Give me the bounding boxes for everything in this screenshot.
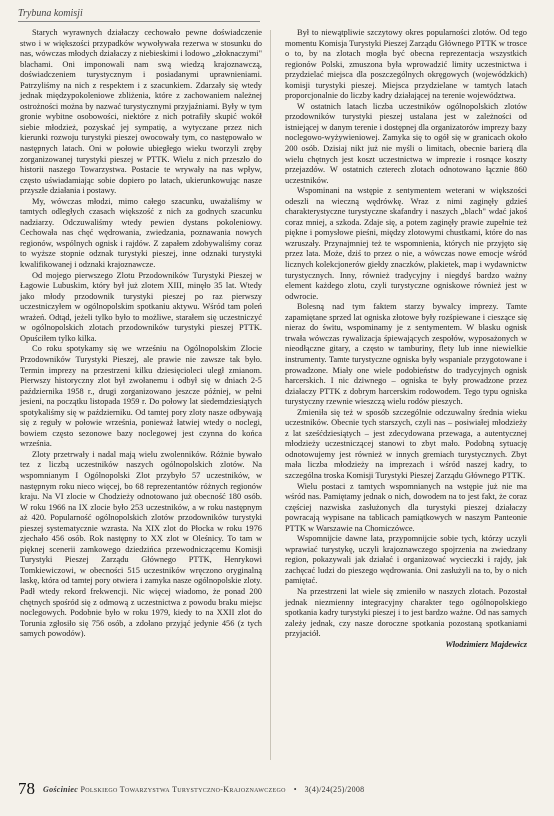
- paragraph: Zmieniła się też w sposób szczególnie odczuwalny średnia wieku uczestników. Obecnie tych starszych, czyli nas – posiwiałej młodzieży z lat sześćdziesiątych – jest zdecydowana przewaga, a autentycznej młodzieży uczestniczącej stanowi to zbyt mało. Podobną sytuację odnotowujemy jest również w innych gremiach turystycznych. Zbyt mała liczba młodzieży na imprezach i wśród naszej kadry, to szczególna troska Komisji Turystyki Pieszej Zarządu Głównego PTTK.: [285, 407, 527, 480]
- paragraph: Był to niewątpliwie szczytowy okres popularności zlotów. Od tego momentu Komisja Turystyki Pieszej Zarządu Głównego PTTK w trosce o to, by na zlotach mogła być obecna reprezentacja wszystkich regionów Polski, zmuszona była wprowadzić limity uczestnictwa i przydzielać miejsca dla poszczególnych okręgowych (wojewódzkich) komisji turystyki pieszej. Miejsca przydzielane w tamtych latach proporcjonalnie do liczby kadry działającej na terenie województwa.: [285, 28, 527, 101]
- right-column: [285, 28, 527, 650]
- footer-brand: Gościniec: [43, 784, 79, 794]
- page-number: 78: [18, 779, 35, 798]
- paragraph: My, wówczas młodzi, mimo całego szacunku, uważaliśmy w tamtych odległych czasach większość z nich za godnych szacunku nadziarzy. Odczuwaliśmy wtedy pewien dystans pokoleniowy. Cechowała nas chęć wędrowania, zwiedzania, poznawania nowych regionów, wspólnych ognisk i rajdów. Z zapałem zdobywaliśmy coraz to wyższe stopnie odznak turystyki pieszej, inne odznaki turystyki kwalifikowanej i odznaki krajoznawcze.: [20, 196, 262, 270]
- page-footer: [18, 779, 538, 799]
- footer-publication: [43, 785, 286, 794]
- author-signature: Włodzimierz Majdewicz: [445, 639, 527, 649]
- column-divider: [270, 30, 271, 760]
- paragraph: W ostatnich latach liczba uczestników ogólnopolskich zlotów przodowników turystyki pieszej ustalana jest w zależności od istniejącej w danym terenie i dostępnej dla organizatorów imprezy bazy noclegowo-wyżywieniowej. Zamyka się to ogół się w granicach około 200 osób. Dzisiaj nikt już nie myśli o limitach, obecnie barierą dla wielu chętnych jest koszt uczestnictwa w imprezie i rosnące koszty przejazdów. W ostatnich czterech zlotach odnotowano łącznie 860 uczestników.: [285, 101, 527, 185]
- paragraph: Wspomnijcie dawne lata, przypomnijcie sobie tych, którzy uczyli wprawiać turystykę, uczyli krajoznawczego spojrzenia na zwiedzany region, pokazywali jak działać i organizować wycieczki i rajdy, jak zachęcać ludzi do pieszego wędrowania. Oni zasłużyli na to, by o nich pamiętać.: [285, 534, 527, 586]
- footer-issue: 3(4)/24(25)/2008: [304, 784, 365, 794]
- paragraph: Co roku spotykamy się we wrześniu na Ogólnopolskim Zlocie Przodowników Turystyki Pieszej, ale prawie nie zawsze tak było. Termin imprezy na przestrzeni kilku dziesięcioleci uległ zmianom. Pierwszy historyczny zlot był zwołanemu i odbył się w dniach 2-5 października 1958 r., drugi zorganizowano jeszcze później, w pełni jesieni, na początku listopada 1959 r. Do połowy lat siedemdziesiątych spotykaliśmy się w październiku. Od tamtej pory zloty nasze odbywają się z reguły w połowie września, ponieważ łatwiej wtedy o noclegi, bowiem często sezonowe bazy noclegowej jest czynna do końca września.: [20, 344, 262, 449]
- footer-publisher: Polskiego Towarzystwa Turystyczno-Krajoznawczego: [80, 784, 286, 794]
- paragraph: Starych wyrawnych działaczy cechowało pewne doświadczenie stwo i w większości przypadków wywoływała rezerwa w stosunku do nas, wówczas młodych działaczy z niebieskimi i lodowo „złoknaczymi" blachami. Oni imponowali nam swą wiedzą krajoznawczą, doświadczeniem turystycznym i posiadanymi uprawnieniami. Patrzyliśmy na nich z respektem i z szacunkiem. Zdarzały się wtedy jednak międzypokoleniowe zbliżenia, które z zachowaniem należnej ostrożności można by nazwać turystycznymi przyjaźniami. Były w tym gronie wybitne osobowości, niektóre z nich potrafiły skupić wokół siebie młodzież, pozyskać jej sympatię, a wytyczane przez nich kierunki rozwoju turystyki pieszej owocowały tym, co następowało w następnych latach. Oni w połowie ubiegłego wieku tworzyli zręby zorganizowanej turystyki pieszej w PTTK. Wielu z nich przeszło do historii naszego Towarzystwa. Postacie te wrywały na nas wpływ, często uświadamiając sobie dopiero po latach, ukierunkowując nasze przyszłe działania i postawy.: [20, 28, 262, 196]
- paragraph: Na przestrzeni lat wiele się zmieniło w naszych zlotach. Pozostał jednak niezmienny integracyjny charakter tego ogólnopolskiego spotkania kadry turystyki pieszej i to jest bardzo ważne. Od nas samych zależy jednak, czy nasze doroczne spotkania pozostaną spotkaniami przyjaciół.: [285, 586, 527, 639]
- paragraph: Wielu postaci z tamtych wspomnianych na wstępie już nie ma wśród nas. Pamiętamy jednak o nich, dowodem na to jest fakt, że coraz częściej nazwiska zasłużonych dla turystyki pieszej działaczy powracają wypisane na tablicach pamiątkowych w naszym Panteonie PTTK w Warszawie na Chomiczówce.: [285, 481, 527, 533]
- left-column: [20, 28, 262, 640]
- paragraph: Od mojego pierwszego Zlotu Przodowników Turystyki Pieszej w Łagowie Lubuskim, który był już zlotem XIII, minęło 35 lat. Wtedy jako młody przodownik turystyki pieszej po raz pierwszy uczestniczyłem w ogólnopolskim spotkaniu aktywu. Wśród tam poleń wrażeń. Odtąd, jeżeli tylko było to możliwe, starałem się uczestniczyć w ogólnopolskich zlotach przodowników turystyki pieszej PTTK. Opuściłem tylko kilka.: [20, 270, 262, 343]
- running-head: Trybuna komisji: [18, 8, 83, 19]
- header-rule: [18, 21, 260, 22]
- bullet-separator: •: [293, 784, 297, 794]
- paragraph: Bolesną nad tym faktem starzy bywalcy imprezy. Tamte zapamiętane sprzed lat ogniska złotowe były rozśpiewane i cieszące się nieraz do świtu, wspominamy je z sentymentem. W blasku ognisk trwała wówczas rywalizacja śpiewających zespołów, wyposażonych w nieodłączne gitary, a często w tamburiny, flety lub inne niewielkie instrumenty. Tamte turystyczne ogniska były wspaniale przygotowane i prowadzone. Miały one wiele podobieństw do tradycyjnych ognisk harcerskich. I nic dziwnego – ogniska te były prowadzone przez działaczy PTTK z dobrym harcerskim rodowodem. Tego typu ogniska turystyczny rzewnie wieszczą wielu rodów pieszych.: [285, 302, 527, 407]
- paragraph: Wspominani na wstępie z sentymentem weterani w większości odeszli na wieczną wędrówkę. Wraz z nimi zaginęły gdzieś charakterystyczne turystyczne skafandry i naszych „blach" wdać jakoś coraz mniej, a szkoda. Zdaje się, a potem zaginęły prawie zupełnie też piękne i pomysłowe pieśni, między zlotowymi chustkami, które do nas wzruszały. Przynajmniej też te wspomnienia, których nie przyjęto się przez lata. Może, dziś to przez o nie, a wówczas nowe emocje wśród licznych kolekcjonerów giełdy znaczków, plakietek, map i wydawnictw turystycznych. Inny, również tradycyjny i niegdyś bardzo ważny element każdego zlotu, czyli turystyczne ogniskowe również jest w odwrocie.: [285, 186, 527, 301]
- paragraph: Zloty przetrwały i nadal mają wielu zwolenników. Różnie bywało tez z liczbą uczestników naszych ogólnopolskich zlotów. Na wspomnianym I Ogólnopolski Zlot przybyło 57 uczestników, w następnym roku nieco więcej, bo 68 reprezentantów różnych regionów kraju. Na VI zlocie w Chodzieży odnotowano już obecność 180 osób. W roku 1966 na IX zlocie było 253 uczestników, a w roku następnym aż 420. Popularność ogólnopolskich zlotów przodowników turystyki pieszej systematycznie wzrasta. Na XIX zlot do Płocka w roku 1976 zjechało 456 osób. Rok następny to XX zlot w Oleśnicy. To tam w pięknej scenerii zamkowego dziedzińca przewodniczącemu Komisji Turystyki Pieszej Zarządu Głównego PTTK, Henrykowi Tomkiewiczowi, w obecności 515 uczestników wręczono oryginalną laskę, która od tamtej pory otwiera i zamyka nasze ogólnopolskie zloty. Padł wtedy rekord frekwencji. Nic więcej wiadomo, że ponad 200 chętnych spośród się z odmową z uczestnictwa z powodu braku miejsc noclegowych. Podobnie było w roku 1979, kiedy to na XXII zlot do Torunia zgłosiło się 756 osób, a zdołano przyjąć jedynie 456 (z tych samych powodów).: [20, 449, 262, 639]
